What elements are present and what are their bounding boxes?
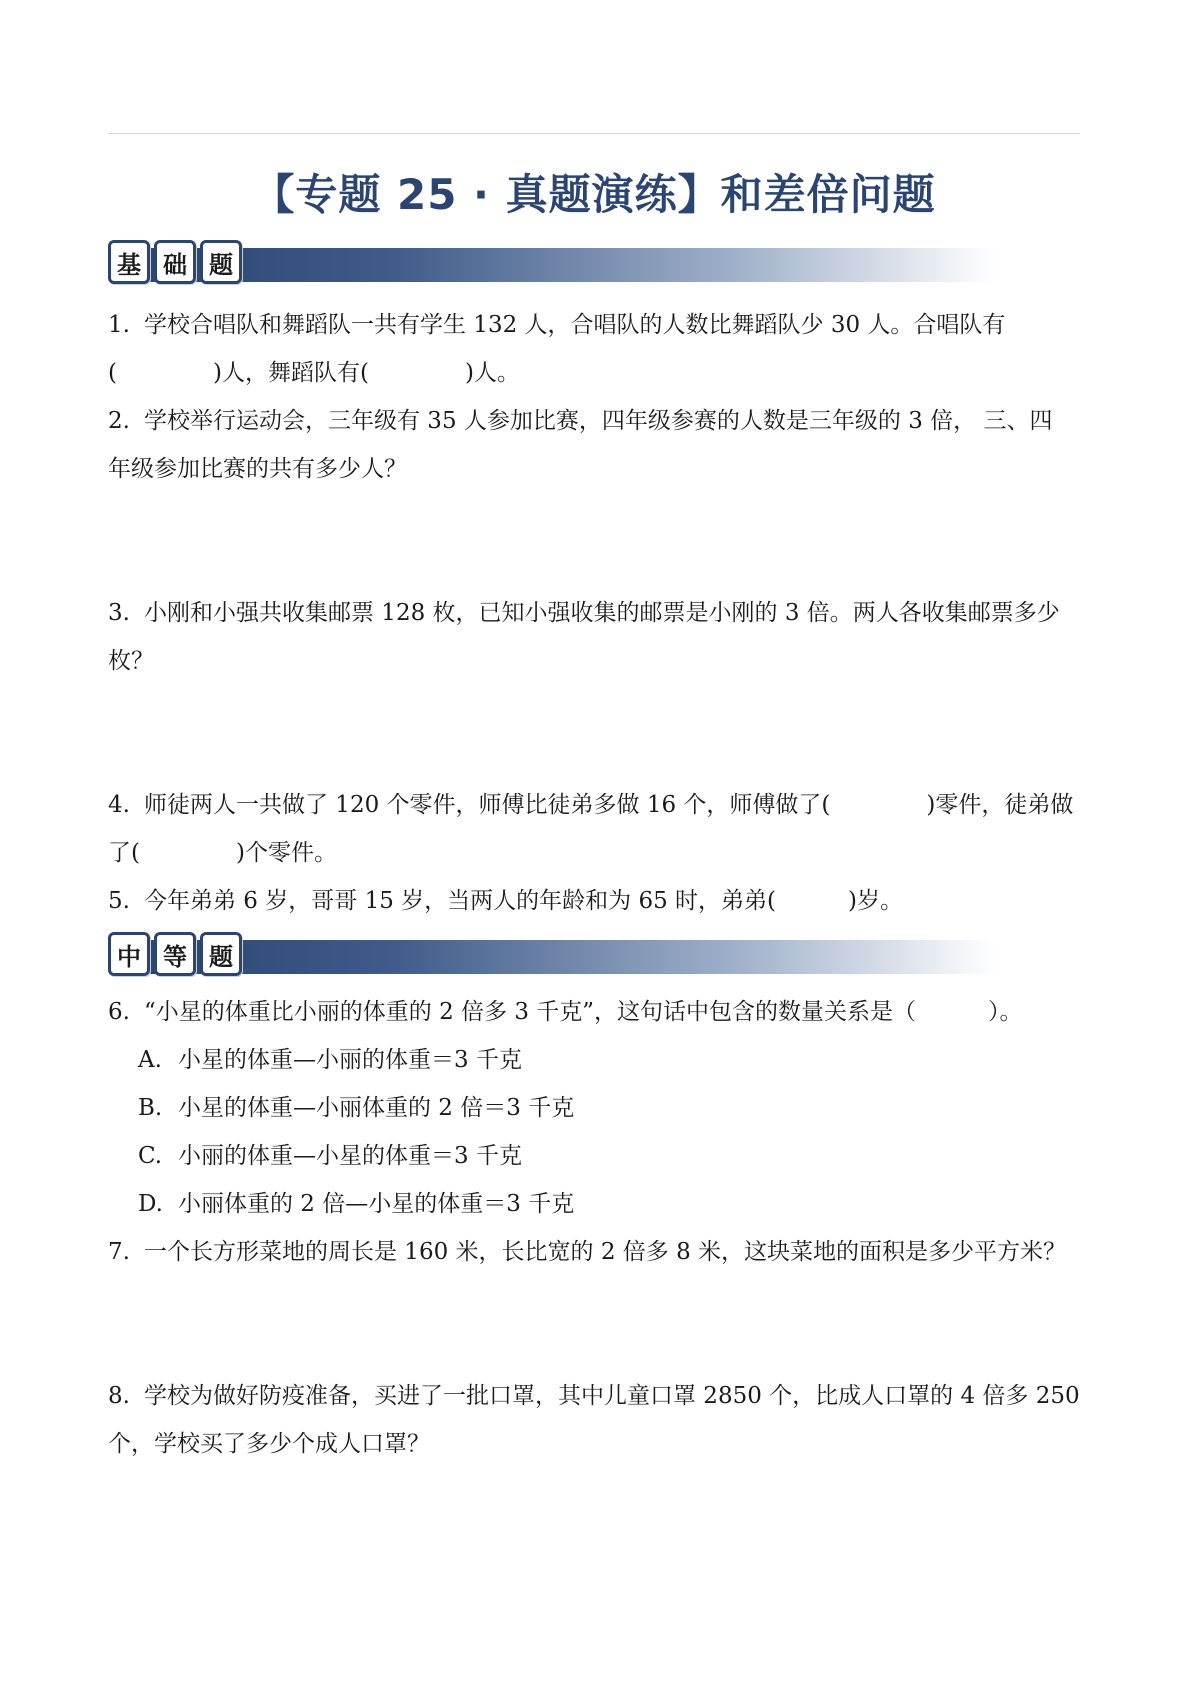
question-8-line-2: 个，学校买了多少个成人口罩？ (108, 1431, 430, 1457)
question-7-line-1 (108, 1228, 1083, 1276)
question-number: 7. (108, 1239, 130, 1265)
question-8-line-1 (108, 1372, 1083, 1420)
question-text: 学校合唱队和舞蹈队一共有学生 132 人，合唱队的人数比舞蹈队少 30 人。合唱队有 (144, 312, 1006, 338)
question-4-line-1 (108, 781, 1083, 829)
question-1-line-2 (108, 349, 1083, 397)
paren-open: ( (108, 360, 117, 386)
banner-char: 基 (108, 240, 150, 284)
question-number: 3. (108, 600, 130, 626)
banner-label-boxes (108, 240, 242, 284)
option-letter: A. (138, 1047, 162, 1073)
option-letter: D. (138, 1191, 163, 1217)
question-text: )人，舞蹈队有( (212, 360, 369, 386)
question-6-line-1 (108, 988, 1083, 1036)
question-number: 2. (108, 408, 130, 434)
question-text: 师徒两人一共做了 120 个零件，师傅比徒弟多做 16 个，师傅做了( (144, 792, 831, 818)
banner-char: 中 (108, 932, 150, 976)
question-text: 学校举行运动会，三年级有 35 人参加比赛，四年级参赛的人数是三年级的 3 倍， 三、四 (144, 408, 1053, 434)
banner-label-boxes (108, 932, 242, 976)
question-2-line-2: 年级参加比赛的共有多少人？ (108, 456, 407, 482)
banner-char: 题 (200, 932, 242, 976)
question-number: 8. (108, 1383, 130, 1409)
question-number: 6. (108, 999, 130, 1025)
option-text: 小丽的体重—小星的体重＝3 千克 (178, 1143, 522, 1169)
banner-bar (126, 248, 996, 282)
banner-bar (126, 940, 996, 974)
question-4-line-2 (108, 829, 1083, 877)
question-7 (108, 1228, 1083, 1276)
option-letter: C. (138, 1143, 163, 1169)
question-2-line-1 (108, 397, 1083, 445)
question-6 (108, 988, 1083, 1036)
option-letter: B. (138, 1095, 163, 1121)
page-title: 【专题 25 · 真题演练】和差倍问题 (252, 170, 936, 219)
header-rule (108, 133, 1080, 134)
option-text: 小丽体重的 2 倍—小星的体重＝3 千克 (178, 1191, 575, 1217)
section-banner-basic (108, 240, 998, 288)
question-text: )零件，徒弟做 (926, 792, 1074, 818)
question-text: )岁。 (848, 888, 903, 914)
question-5 (108, 877, 1083, 925)
section-banner-medium (108, 932, 998, 980)
question-8 (108, 1372, 1083, 1468)
option-text: 小星的体重—小丽的体重＝3 千克 (178, 1047, 522, 1073)
question-4 (108, 781, 1083, 877)
question-number: 5. (108, 888, 130, 914)
question-number: 4. (108, 792, 130, 818)
question-text: 了( (108, 840, 140, 866)
question-3-line-2: 枚？ (108, 648, 154, 674)
option-text: 小星的体重—小丽体重的 2 倍＝3 千克 (178, 1095, 575, 1121)
question-text: 小刚和小强共收集邮票 128 枚，已知小强收集的邮票是小刚的 3 倍。两人各收集邮票多少 (144, 600, 1060, 626)
option-d[interactable] (138, 1180, 574, 1228)
question-text: 今年弟弟 6 岁，哥哥 15 岁，当两人的年龄和为 65 时，弟弟( (144, 888, 777, 914)
question-1-line-1 (108, 301, 1083, 349)
question-text: 一个长方形菜地的周长是 160 米，长比宽的 2 倍多 8 米，这块菜地的面积是多少平方米？ (144, 1239, 1067, 1265)
question-text: )人。 (464, 360, 520, 386)
banner-char: 等 (154, 932, 196, 976)
question-text: ）。 (988, 999, 1023, 1025)
question-text: “小星的体重比小丽的体重的 2 倍多 3 千克”，这句话中包含的数量关系是（ (144, 999, 917, 1025)
question-text: 学校为做好防疫准备，买进了一批口罩，其中儿童口罩 2850 个，比成人口罩的 4 倍多 250 (144, 1383, 1080, 1409)
question-5-line-1 (108, 877, 1083, 925)
question-2 (108, 397, 1083, 493)
banner-char: 题 (200, 240, 242, 284)
banner-char: 础 (154, 240, 196, 284)
question-1 (108, 301, 1083, 397)
question-3-line-1 (108, 589, 1083, 637)
option-a[interactable] (138, 1036, 522, 1084)
option-b[interactable] (138, 1084, 574, 1132)
question-number: 1. (108, 312, 130, 338)
option-c[interactable] (138, 1132, 522, 1180)
question-3 (108, 589, 1083, 685)
question-text: )个零件。 (235, 840, 337, 866)
